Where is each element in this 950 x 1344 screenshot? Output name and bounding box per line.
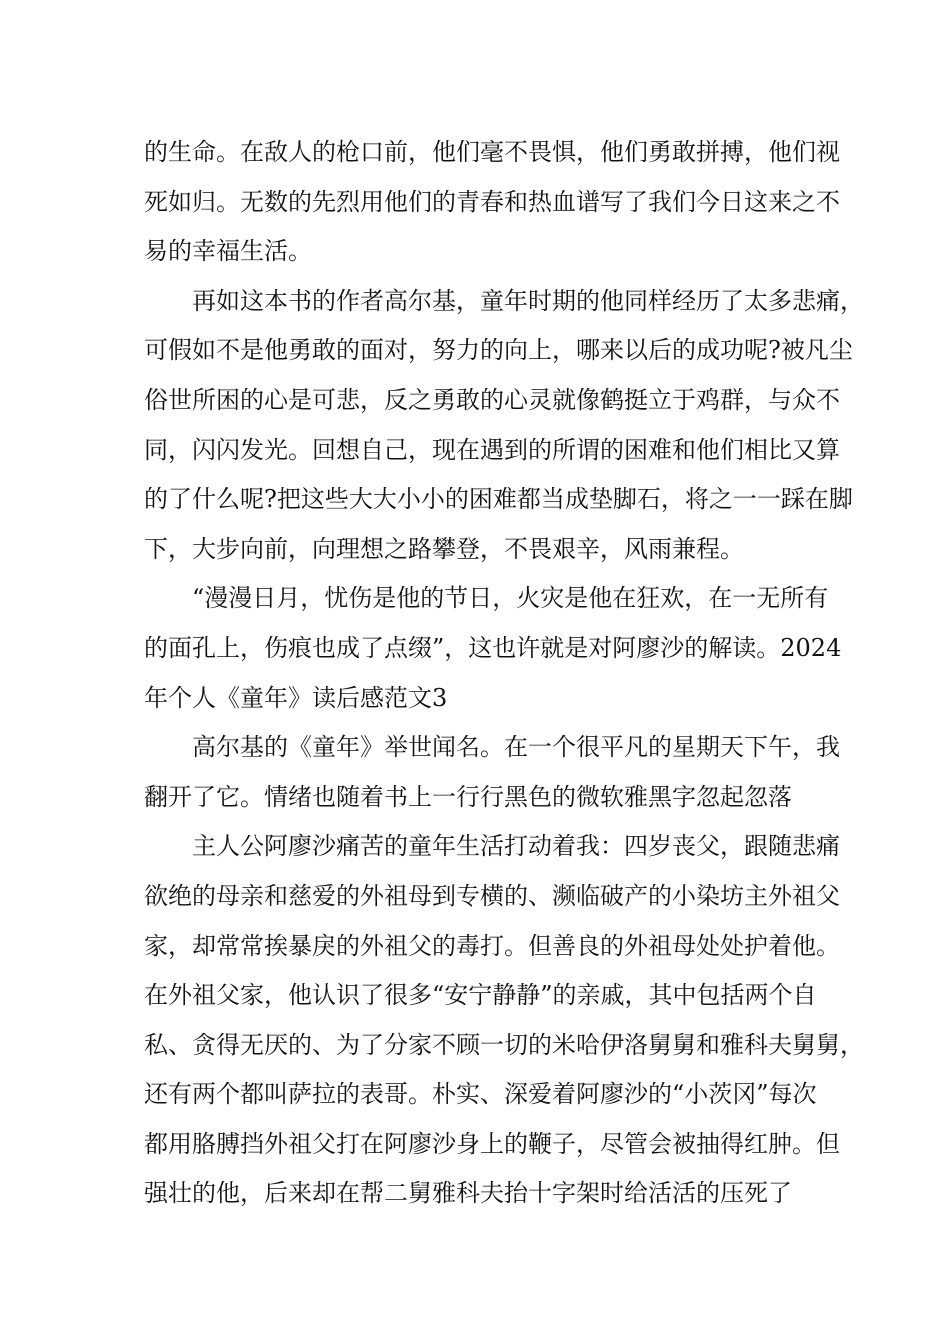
text-line: 还有两个都叫萨拉的表哥。朴实、深爱着阿廖沙的“小茨冈”每次 [144,1080,817,1109]
paragraph-start-line: 主人公阿廖沙痛苦的童年生活打动着我：四岁丧父，跟随悲痛 [192,832,840,861]
text-line: 可假如不是他勇敢的面对，努力的向上，哪来以后的成功呢?被凡尘 [144,336,853,365]
text-line: 家，却常常挨暴戾的外祖父的毒打。但善良的外祖母处处护着他。 [144,931,840,960]
text-line: 强壮的他，后来却在帮二舅雅科夫抬十字架时给活活的压死了 [144,1179,792,1208]
paragraph-start-line: 再如这本书的作者高尔基，童年时期的他同样经历了太多悲痛， [192,286,864,315]
text-line: 易的幸福生活。 [144,237,312,266]
text-line: 的面孔上，伤痕也成了点缀”，这也许就是对阿廖沙的解读。2024 [144,633,842,662]
text-line: 欲绝的母亲和慈爱的外祖母到专横的、濒临破产的小染坊主外祖父 [144,881,840,910]
text-line: 下，大步向前，向理想之路攀登，不畏艰辛，风雨兼程。 [144,534,744,563]
text-line: 同，闪闪发光。回想自己，现在遇到的所谓的困难和他们相比又算 [144,435,840,464]
document-body [144,128,864,1219]
text-line: 俗世所困的心是可悲，反之勇敢的心灵就像鹤挺立于鸡群，与众不 [144,385,840,414]
paragraph-start-line: 高尔基的《童年》举世闻名。在一个很平凡的星期天下午，我 [192,733,840,762]
paragraph-start-line: “漫漫日月，忧伤是他的节日，火灾是他在狂欢，在一无所有 [192,584,829,613]
text-line: 在外祖父家，他认识了很多“安宁静静”的亲戚，其中包括两个自 [144,981,817,1010]
section-heading-line: 年个人《童年》读后感范文3 [144,683,448,712]
text-line: 死如归。无数的先烈用他们的青春和热血谱写了我们今日这来之不 [144,187,840,216]
text-line: 的生命。在敌人的枪口前，他们毫不畏惧，他们勇敢拼搏，他们视 [144,138,840,166]
text-line: 私、贪得无厌的、为了分家不顾一切的米哈伊洛舅舅和雅科夫舅舅， [144,1030,864,1059]
text-line: 翻开了它。情绪也随着书上一行行黑色的微软雅黑字忽起忽落 [144,782,792,811]
text-line: 都用胳膊挡外祖父打在阿廖沙身上的鞭子，尽管会被抽得红肿。但 [144,1129,840,1158]
text-line: 的了什么呢?把这些大大小小的困难都当成垫脚石，将之一一踩在脚 [144,485,853,514]
